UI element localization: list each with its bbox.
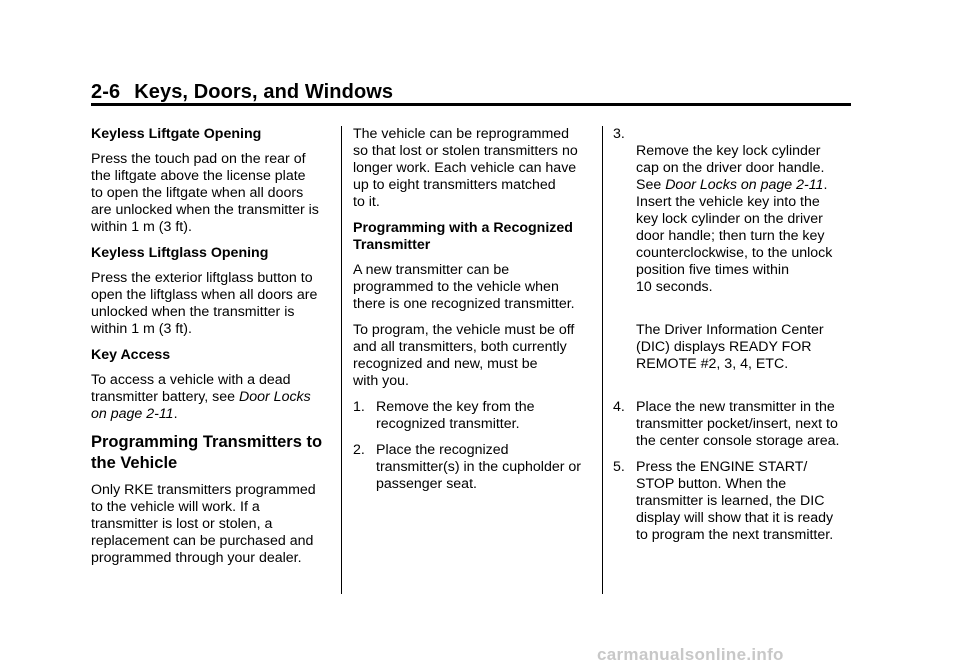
paragraph-text: To access a vehicle with a dead transmitter battery, see (91, 372, 291, 405)
subheading: Key Access (91, 347, 171, 363)
column-divider (341, 126, 342, 594)
subheading: Keyless Liftgate Opening (91, 126, 262, 142)
header-rule (91, 103, 851, 106)
column-2 (353, 126, 593, 502)
step-text: Place the recognized transmitter(s) in the cupholder or passenger seat. (376, 442, 582, 492)
step-item (353, 442, 593, 493)
subheading: Keyless Liftglass Opening (91, 245, 269, 261)
column-divider (602, 126, 603, 594)
paragraph: A new transmitter can be programmed to the vehicle when there is one recognized transmitter. (353, 262, 575, 312)
step-paragraph (636, 143, 853, 296)
paragraph (91, 372, 331, 423)
paragraph: Only RKE transmitters programmed to the vehicle will work. If a transmitter is lost or stolen, a replacement can be purchased and programmed through your dealer. (91, 482, 316, 566)
cross-reference-link[interactable]: Door Locks on page 2-11 (91, 389, 311, 422)
subheading: Programming with a Recognized Transmitter (353, 220, 573, 253)
column-3 (613, 126, 853, 553)
step-text: Remove the key from the recognized transmitter. (376, 399, 535, 432)
step-number: 5. (613, 459, 625, 475)
paragraph: To program, the vehicle must be off and all transmitters, both currently recognized and new, must be with you. (353, 322, 575, 389)
chapter-title: Keys, Doors, and Windows (134, 81, 394, 103)
step-number: 1. (353, 399, 365, 415)
step-note: The Driver Information Center (DIC) displays READY FOR REMOTE #2, 3, 4, ETC. (636, 322, 824, 372)
paragraph-text: Remove the key lock cylinder cap on the driver door handle. See (636, 143, 825, 193)
step-item (613, 126, 853, 390)
step-text (636, 126, 853, 390)
page-header (91, 81, 393, 104)
paragraph: The vehicle can be reprogrammed so that lost or stolen transmitters no longer work. Each vehicle can have up to eight transmitters matched to it. (353, 126, 578, 210)
step-item (613, 459, 853, 544)
watermark: carmanualsonline.info (597, 645, 784, 664)
column-1 (91, 126, 331, 576)
section-title: Programming Transmitters to the Vehicle (91, 433, 323, 472)
step-item (613, 399, 853, 450)
step-item (353, 399, 593, 433)
step-number: 4. (613, 399, 625, 415)
paragraph-text: . (173, 406, 178, 422)
paragraph: Press the exterior liftglass button to open the liftglass when all doors are unlocked when the transmitter is within 1 m (3 ft). (91, 270, 318, 337)
step-text: Press the ENGINE START/ STOP button. When the transmitter is learned, the DIC display will show that it is ready to program the next transmitter. (636, 459, 834, 543)
step-text: Place the new transmitter in the transmitter pocket/insert, next to the center console storage area. (636, 399, 840, 449)
step-number: 2. (353, 442, 365, 458)
cross-reference-link[interactable]: Door Locks on page 2-11 (665, 177, 824, 193)
paragraph: Press the touch pad on the rear of the liftgate above the license plate to open the liftgate when all doors are unlocked when the transmitter is within 1 m (3 ft). (91, 151, 319, 235)
step-number: 3. (613, 126, 625, 142)
page-number: 2-6 (91, 81, 121, 103)
paragraph-text: . Insert the vehicle key into the key lock cylinder on the driver door handle; then turn the key counterclockwise, to the unlock position five times within 10 seconds. (636, 177, 833, 295)
